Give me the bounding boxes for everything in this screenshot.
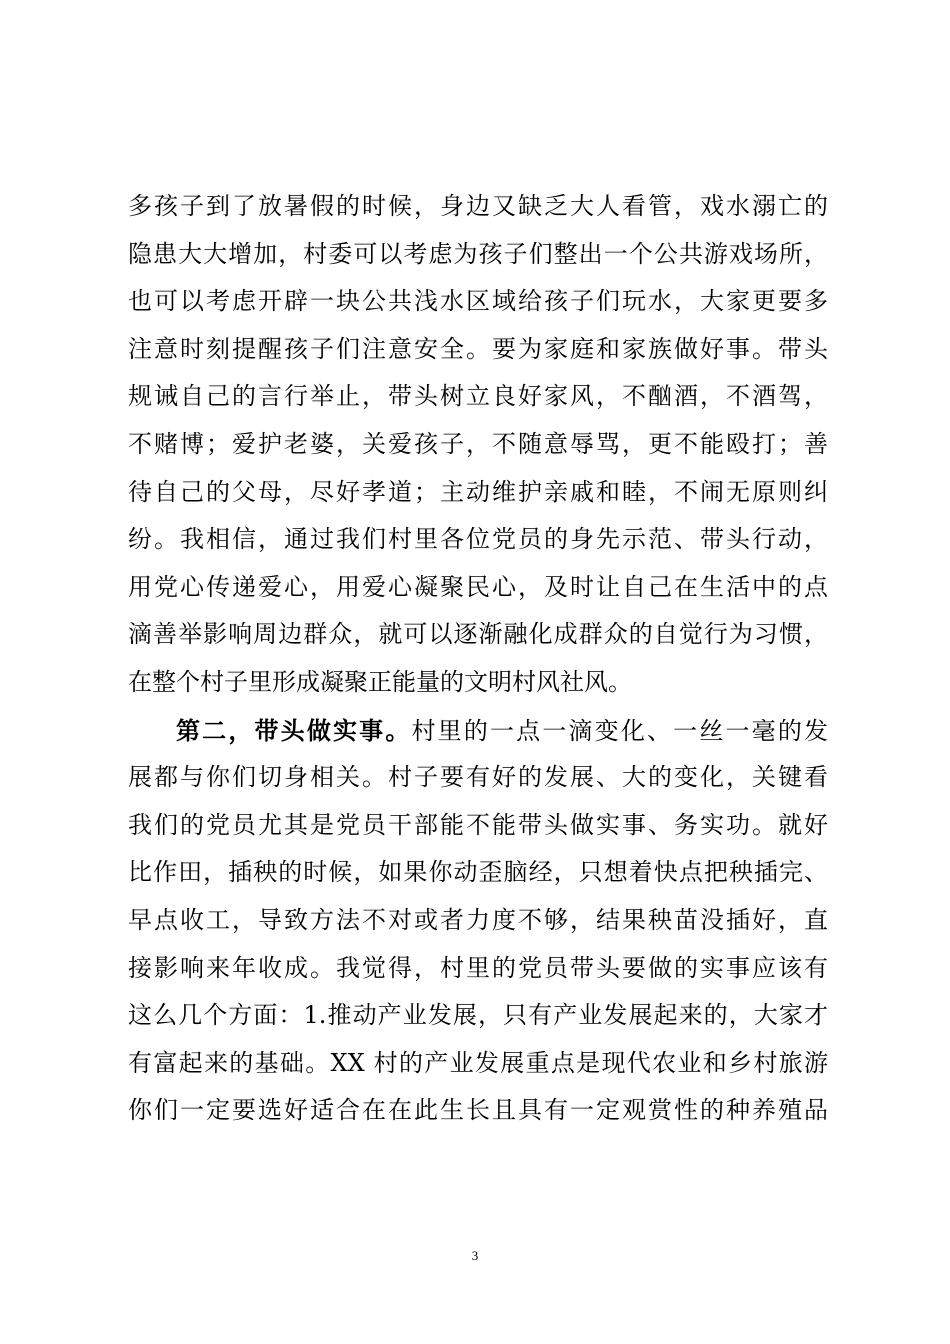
- text-line: 我们的党员尤其是党员干部能不能带头做实事、务实功。就好: [128, 810, 828, 839]
- text-line: 有富起来的基础。XX 村的产业发展重点是现代农业和乡村旅游: [128, 1048, 828, 1077]
- text-line: 不赌博；爱护老婆，关爱孩子，不随意辱骂，更不能殴打；善: [128, 429, 828, 458]
- text-line: 注意时刻提醒孩子们注意安全。要为家庭和家族做好事。带头: [128, 334, 828, 363]
- text-line: 用党心传递爱心，用爱心凝聚民心，及时让自己在生活中的点: [128, 572, 828, 601]
- body-text: [128, 183, 848, 1135]
- text-line: 纷。我相信，通过我们村里各位党员的身先示范、带头行动，: [128, 525, 828, 554]
- text-line: 待自己的父母，尽好孝道；主动维护亲戚和睦，不闹无原则纠: [128, 477, 828, 506]
- text-line: 滴善举影响周边群众，就可以逐渐融化成群众的自觉行为习惯，: [128, 620, 828, 649]
- text-line: 比作田，插秧的时候，如果你动歪脑经，只想着快点把秧插完、: [128, 858, 828, 887]
- text-line: 展都与你们切身相关。村子要有好的发展、大的变化，关键看: [128, 763, 828, 792]
- text-line: 在整个村子里形成凝聚正能量的文明村风社风。: [128, 667, 632, 696]
- page-number: 3: [471, 1248, 479, 1263]
- paragraph-first-line-text: 村里的一点一滴变化、一丝一毫的发: [411, 716, 828, 745]
- paragraph-heading: 第二，带头做实事。: [176, 715, 412, 745]
- text-line: 多孩子到了放暑假的时候，身边又缺乏大人看管，戏水溺亡的: [128, 192, 828, 220]
- text-line: 接影响来年收成。我觉得，村里的党员带头要做的实事应该有: [128, 953, 828, 982]
- text-line: 这么几个方面：1.推动产业发展，只有产业发展起来的，大家才: [128, 1001, 828, 1030]
- text-line: 你们一定要选好适合在在此生长且具有一定观赏性的种养殖品: [128, 1096, 828, 1125]
- paragraph-first-line: [128, 707, 828, 755]
- text-line: 早点收工，导致方法不对或者力度不够，结果秧苗没插好，直: [128, 905, 828, 934]
- text-line: 也可以考虑开辟一块公共浅水区域给孩子们玩水，大家更要多: [128, 287, 828, 316]
- text-line: 规诫自己的言行举止，带头树立良好家风，不酗酒，不酒驾，: [128, 382, 828, 411]
- text-line: 隐患大大增加，村委可以考虑为孩子们整出一个公共游戏场所，: [128, 239, 828, 268]
